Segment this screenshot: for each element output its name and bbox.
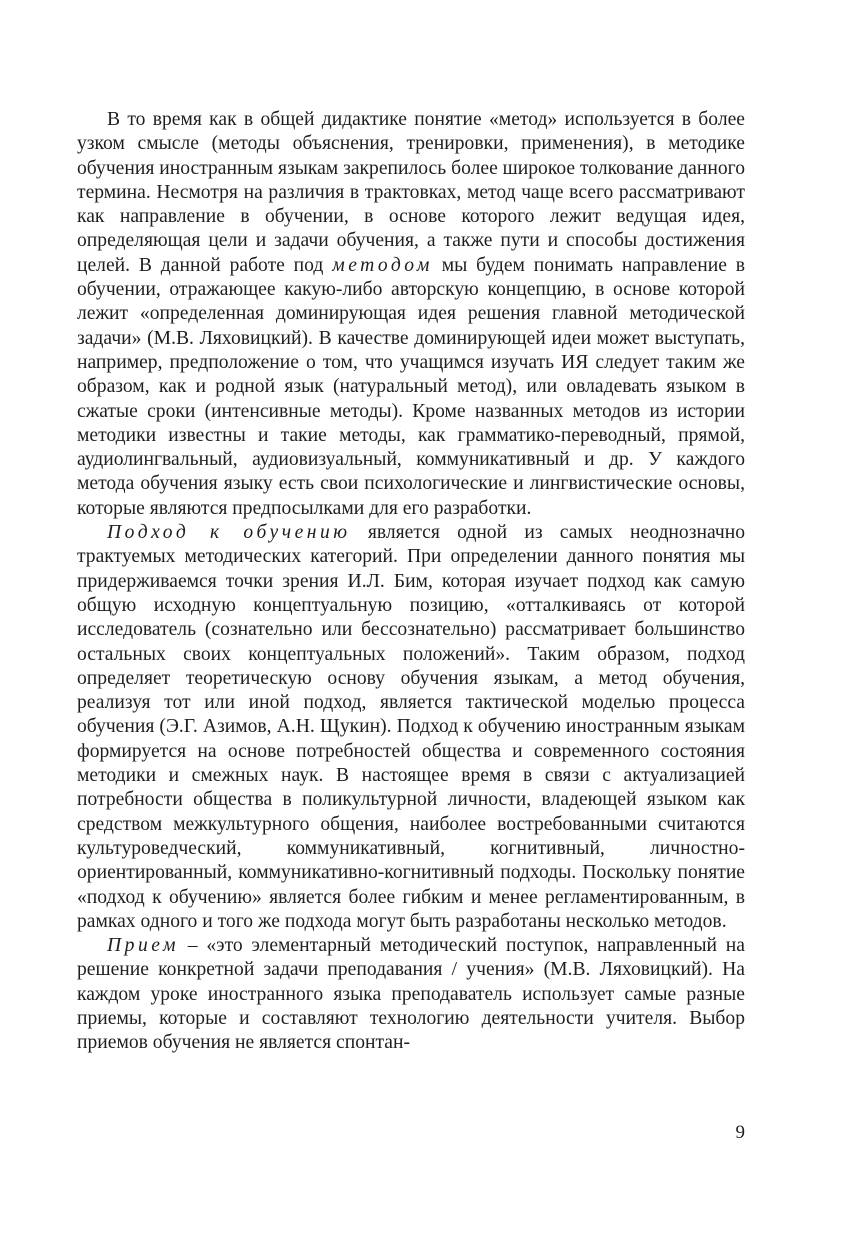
paragraph-text: является одной из самых неоднозначно трактуемых методических категорий. При определении данного понятия мы придерживаемся точки зрения И.Л. Бим, которая изучает подход как самую общую исходную концептуальную позицию, «отталкиваясь от которой исследователь (сознательно или бессознательно) рассматривает большинство остальных своих концептуальных положений». Таким образом, подход определяет теоретическую основу обучения языкам, а метод обучения, реализуя тот или иной подход, является тактической моделью процесса обучения (Э.Г. Азимов, А.Н. Щукин). Подход к обучению иностранным языкам формируется на основе потребностей общества и современного состояния методики и смежных наук. В настоящее время в связи с актуализацией потребности общества в поликультурной личности, владеющей языком как средством межкультурного общения, наиболее востребованными считаются культуроведческий, коммуникативный, когнитивный, личностно-ориентированный, коммуникативно-когнитивный подходы. Поскольку понятие «подход к обучению» является более гибким и менее регламентированным, в рамках одного и того же подхода могут быть разработаны несколько методов.	[77, 522, 745, 932]
paragraph-method-definition	[77, 108, 745, 521]
paragraph-technique	[77, 934, 745, 1055]
paragraph-text: мы будем понимать направление в обучении, отражающее какую-либо авторскую концепцию, в основе которой лежит «определенная доминирующая идея решения главной методической задачи» (М.В. Ляховицкий). В качестве доминирующей идеи может выступать, например, предположение о том, что учащимся изучать ИЯ следует таким же образом, как и родной язык (натуральный метод), или овладевать языком в сжатые сроки (интенсивные методы). Кроме названных методов из истории методики известны и такие методы, как грамматико-переводный, прямой, аудиолингвальный, аудиовизуальный, коммуникативный и др. У каждого метода обучения языку есть свои психологические и лингвистические основы, которые являются предпосылками для его разработки.	[77, 254, 745, 519]
page-body	[77, 108, 745, 1056]
term-technique: Прием	[107, 935, 179, 957]
paragraph-text: В то время как в общей дидактике понятие «метод» используется в более узком смысле (методы объяснения, тренировки, применения), в методике обучения иностранным языкам закрепилось более широкое толкование данного термина. Несмотря на различия в трактовках, метод чаще всего рассматривают как направление в обучении, в основе которого лежит ведущая идея, определяющая цели и задачи обучения, а также пути и способы достижения целей. В данной работе под	[77, 109, 745, 276]
term-method: методом	[332, 254, 433, 276]
paragraph-text: – «это элементарный методический поступок, направленный на решение конкретной задачи преподавания / учения» (М.В. Ляховицкий). На каждом уроке иностранного языка преподаватель использует самые разные приемы, которые и составляют технологию деятельности учителя. Выбор приемов обучения не является спонтан-	[77, 935, 745, 1054]
term-approach: Подход к обучению	[107, 522, 351, 544]
page-number: 9	[735, 1122, 745, 1143]
paragraph-approach	[77, 521, 745, 934]
